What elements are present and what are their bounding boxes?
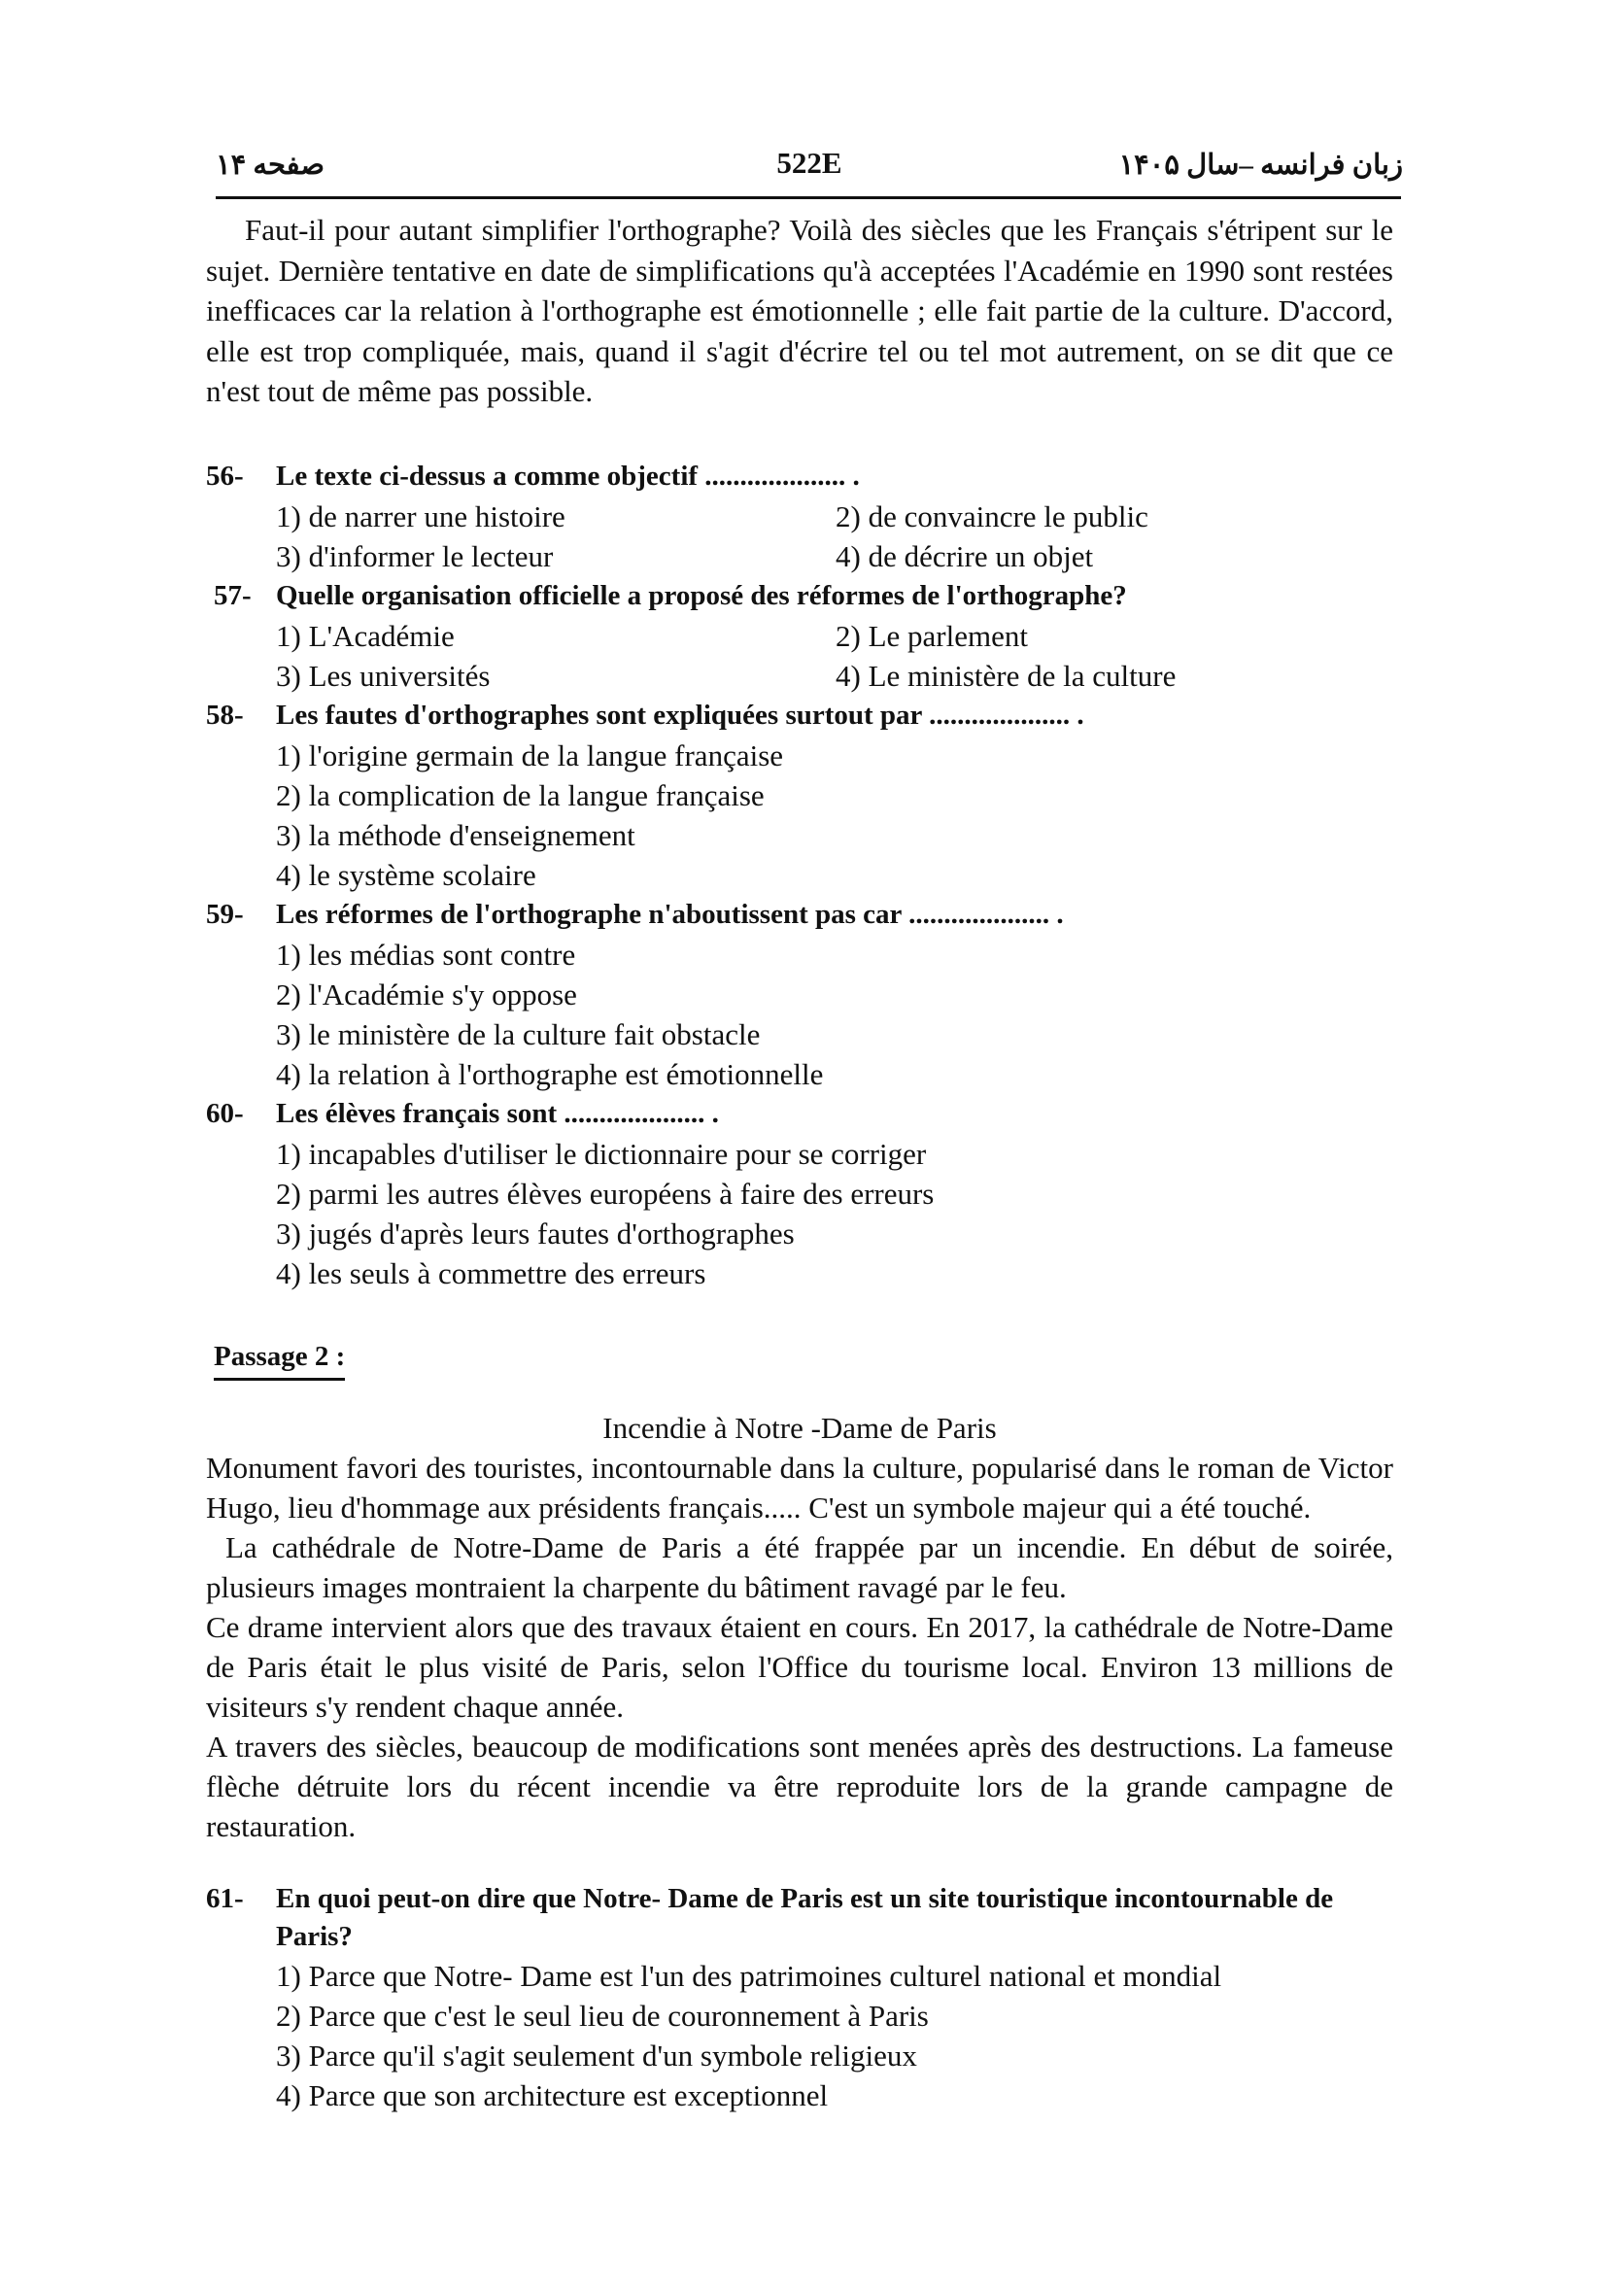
passage-paragraph: La cathédrale de Notre-Dame de Paris a été frappée par un incendie. En début de soirée, plusieurs images montraient la charpente du bâtiment ravagé par le feu.	[206, 1530, 1393, 1604]
exam-code: 522E	[776, 146, 842, 180]
answer-option: 4) la relation à l'orthographe est émotionnelle	[276, 1057, 824, 1091]
intro-paragraph: Faut-il pour autant simplifier l'orthographe? Voilà des siècles que les Français s'étripent sur le sujet. Dernière tentative en date de simplifications qu'à acceptées l'Académie en 1990 sont restées inefficaces car la relation à l'orthographe est émotionnelle ; elle fait partie de la culture. D'accord, elle est trop compliquée, mais, quand il s'agit d'écrire tel ou tel mot autrement, on se dit que ce n'est tout de même pas possible.	[206, 213, 1393, 408]
question-61	[206, 1880, 1401, 2115]
answer-option: 4) de décrire un objet	[836, 539, 1094, 573]
question-text: Les fautes d'orthographes sont expliquées surtout par .................... .	[276, 700, 1084, 731]
answer-option: 1) les médias sont contre	[276, 938, 576, 972]
answer-option: 3) Parce qu'il s'agit seulement d'un symbole religieux	[276, 2039, 917, 2073]
answer-option: 1) Parce que Notre- Dame est l'un des patrimoines culturel national et mondial	[276, 1959, 1222, 1993]
answer-option: 4) Parce que son architecture est exceptionnel	[276, 2078, 829, 2112]
answer-option: 3) le ministère de la culture fait obstacle	[276, 1017, 761, 1051]
page-number: صفحه ۱۴	[216, 150, 325, 181]
answer-option: 2) Parce que c'est le seul lieu de couronnement à Paris	[276, 1999, 929, 2033]
questions-block	[206, 457, 1401, 1293]
answer-option: 2) la complication de la langue française	[276, 778, 765, 812]
question-text: Le texte ci-dessus a comme objectif .................... .	[276, 461, 860, 492]
question-text: Quelle organisation officielle a proposé des réformes de l'orthographe?	[276, 580, 1127, 611]
answer-option: 2) parmi les autres élèves européens à faire des erreurs	[276, 1177, 935, 1211]
answer-option: 3) d'informer le lecteur	[276, 539, 554, 573]
answer-option: 3) la méthode d'enseignement	[276, 818, 635, 852]
answer-option: 2) de convaincre le public	[836, 499, 1148, 533]
answer-option: 1) incapables d'utiliser le dictionnaire pour se corriger	[276, 1137, 927, 1171]
answer-option: 3) jugés d'après leurs fautes d'orthographes	[276, 1217, 795, 1251]
passage-label: Passage 2 :	[214, 1337, 345, 1381]
page-header	[216, 142, 1403, 190]
answer-option: 1) l'origine germain de la langue française	[276, 738, 784, 772]
question-number: 57-	[214, 580, 252, 611]
passage-paragraph: A travers des siècles, beaucoup de modifications sont menées après des destructions. La fameuse flèche détruite lors du récent incendie va être reproduite lors de la grande campagne de restauration.	[206, 1730, 1393, 1843]
answer-option: 1) L'Académie	[276, 619, 455, 653]
question-number: 61-	[206, 1883, 244, 1914]
question-number: 58-	[206, 700, 244, 731]
question-text: En quoi peut-on dire que Notre- Dame de Paris est un site touristique incontournable de Paris?	[276, 1883, 1334, 1952]
question-number: 56-	[206, 461, 244, 492]
answer-option: 2) l'Académie s'y oppose	[276, 977, 577, 1011]
passage-body	[206, 1448, 1393, 1846]
question-number: 59-	[206, 899, 244, 930]
header-rule	[216, 196, 1401, 199]
answer-option: 4) Le ministère de la culture	[836, 659, 1177, 693]
answer-option: 1) de narrer une histoire	[276, 499, 565, 533]
exam-subject-year: زبان فرانسه –سال ۱۴۰۵	[1118, 150, 1403, 181]
question-59	[206, 895, 1401, 1094]
passage-title: Incendie à Notre -Dame de Paris	[602, 1411, 997, 1445]
answer-option: 2) Le parlement	[836, 619, 1028, 653]
question-text: Les réformes de l'orthographe n'aboutissent pas car .................... .	[276, 899, 1064, 930]
passage-paragraph: Ce drame intervient alors que des travaux étaient en cours. En 2017, la cathédrale de Notre-Dame de Paris était le plus visité de Paris, selon l'Office du tourisme local. Environ 13 millions de visiteurs s'y rendent chaque année.	[206, 1610, 1393, 1724]
question-number: 60-	[206, 1098, 244, 1129]
question-text: Les élèves français sont .................... .	[276, 1098, 719, 1129]
answer-option: 4) le système scolaire	[276, 858, 536, 892]
answer-option: 3) Les universités	[276, 659, 491, 693]
question-57	[206, 576, 1401, 696]
passage-paragraph: Monument favori des touristes, incontournable dans la culture, popularisé dans le roman de Victor Hugo, lieu d'hommage aux présidents français..... C'est un symbole majeur qui a été touché.	[206, 1451, 1393, 1525]
question-58	[206, 696, 1401, 895]
answer-option: 4) les seuls à commettre des erreurs	[276, 1256, 706, 1290]
question-56	[206, 457, 1401, 576]
question-60	[206, 1094, 1401, 1293]
